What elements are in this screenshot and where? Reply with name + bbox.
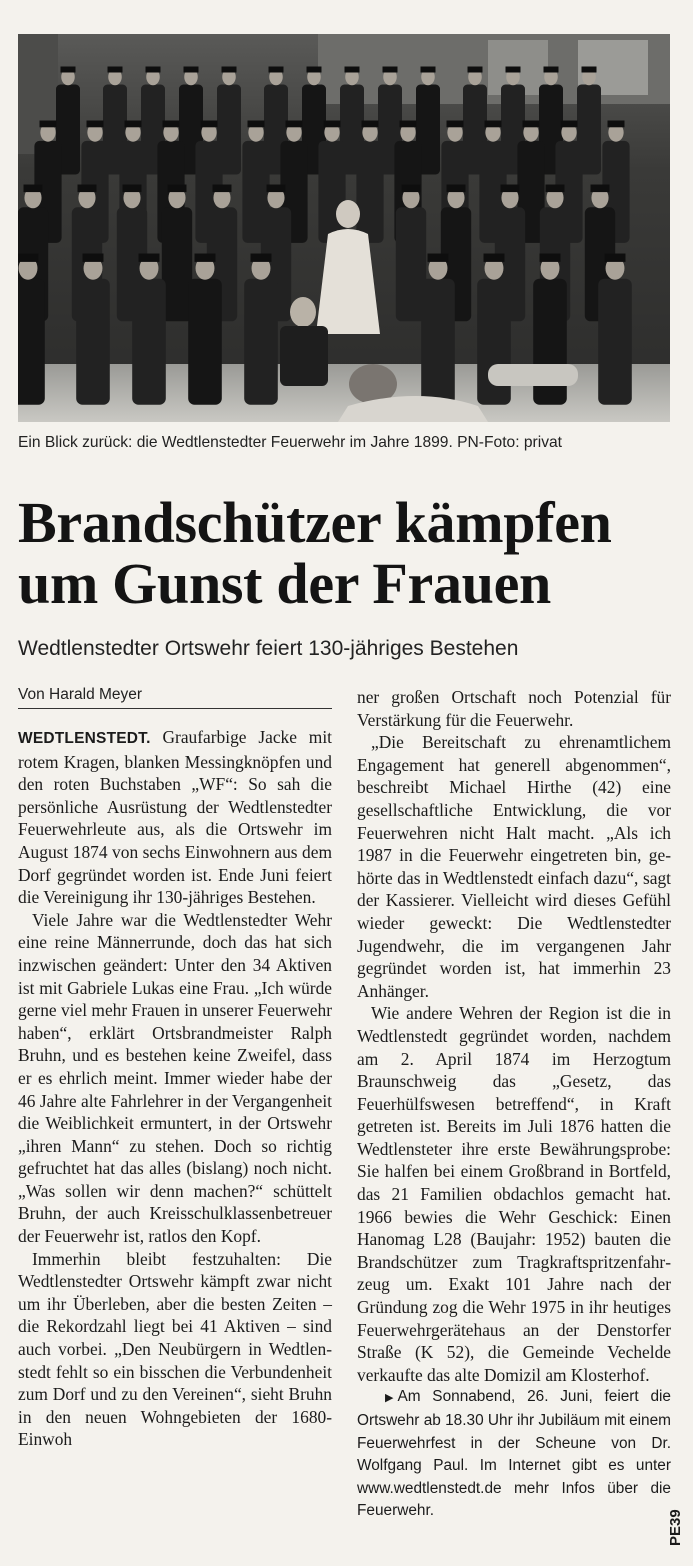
subheadline: Wedtlenstedter Ortswehr feiert 130-jähriges Bestehen: [18, 637, 519, 660]
paragraph: „Die Bereitschaft zu ehrenamtlichem Engagement hat generell abgenommen“, beschreibt Michael Hirthe (42) eine gesellschaftliche Entwicklung, die vor Feuerwehren nicht Halt macht. „Als ich 1987 in die Feuerwehr eingetreten bin, gehörte das in Wedtlenstedt einfach dazu“, sagt der Kassierer. Vielleicht wird dieses Gefühl wieder geweckt: Die Wedtlenstedter Jugendwehr, die im vergangenen Jahr gegründet worden ist, hat immerhin 23 Anhänger.: [357, 732, 671, 1001]
byline: Von Harald Meyer: [18, 686, 332, 709]
paragraph: Viele Jahre war die Wedtlenstedter Wehr eine reine Männerrunde, doch das hat sich inzwischen geändert: Unter den 34 Aktiven ist mit Gabriele Lukas eine Frau. „Ich würde gerne viel mehr Frauen in unserer Feuerwehr haben“, erklärt Ortsbrandmeister Ralph Bruhn, und es bestehen keine Zweifel, dass er es ehrlich meint. Immer wieder habe der 46 Jahre alte Fahrlehrer in der Vergangenheit die Weiblichkeit ermuntert, in der Ortswehr „ihren Mann“ zu stehen. Doch so richtig gefruchtet hat das alles (bislang) noch nicht. „Was sollen wir denn machen?“ schüttelt Bruhn, der auch Kreisschulklassenbetreuer der Feuerwehr ist, ratlos den Kopf.: [18, 909, 332, 1247]
dateline: WEDTLENSTEDT.: [18, 730, 151, 747]
paragraph-text: Graufarbige Jacke mit rotem Kragen, blanken Messingknöpfen und den roten Buchstaben „WF“: So sah die persönliche Ausrüstung der Wedtlenstedter Feuerwehrleute aus, als die Ortswehr im August 1874 von sechs Einwohnern aus dem Dorf gegründet worden ist. Ende Juni feiert die Vereinigung ihr 130-jähriges Bestehen.: [18, 727, 332, 908]
article-column-2: [357, 686, 671, 1523]
triangle-bullet-icon: ▶: [385, 1392, 394, 1405]
paragraph: [18, 726, 332, 909]
article-column-1: [18, 726, 332, 1451]
paragraph: ner großen Ortschaft noch Potenzial für Verstärkung für die Feuerwehr.: [357, 687, 671, 730]
page-code-label: PE39: [667, 1509, 684, 1546]
info-text: Am Sonnabend, 26. Juni, feiert die Ortswehr ab 18.30 Uhr ihr Jubiläum mit einem Feuerwehrfest in der Scheune von Dr. Wolfgang Paul. Im Internet gibt es unter www.wedtlenstedt.de mehr Infos über die Feuerwehr.: [357, 1388, 671, 1520]
headline: [18, 492, 678, 614]
info-box: [357, 1386, 671, 1523]
page-code: [667, 1486, 687, 1556]
headline-line-1: Brandschützer kämpfen: [18, 490, 612, 555]
paragraph: Wie andere Wehren der Region ist die in Wedtlenstedt gegründet worden, nachdem am 2. April 1874 im Herzogtum Braunschweig das „Gesetz, das Feuerhülfswesen betreffend“, in Kraft getreten ist. Bereits im Juli 1876 hatten die Wedtlensteter ihre erste Bewährungsprobe: Sie halfen bei einem Großbrand in Bortfeld, das 21 Familien obdachlos gemacht hat. 1966 bewies die Wehr Geschick: Einen Hanomag L28 (Baujahr: 1952) bauten die Brandschützer zum Tragkraftspritzenfahrzeug um. Exakt 101 Jahre nach der Gründung zog die Wehr 1975 in ihr heutiges Feuerwehrgerätehaus an der Denstorfer Straße (K 52), die Gemeinde Vechelde verkaufte das alte Domizil am Klosterhof.: [357, 1003, 671, 1385]
historic-group-photo: [18, 34, 670, 422]
paragraph: Immerhin bleibt festzuhalten: Die Wedtlenstedter Ortswehr kämpft zwar nicht um ihr Überleben, aber die besten Zeiten – die Rekordzahl liegt bei 41 Aktiven – sind auch vorbei. „Den Neubürgern in Wedtlenstedt fehlt so ein bisschen die Verbundenheit zum Dorf und zu den Vereinen“, sieht Bruhn in den neuen Wohngebieten der 1680-Einwoh: [18, 1248, 332, 1450]
photo-caption: Ein Blick zurück: die Wedtlenstedter Feuerwehr im Jahre 1899. PN-Foto: privat: [18, 434, 562, 451]
headline-line-2: um Gunst der Frauen: [18, 551, 552, 616]
